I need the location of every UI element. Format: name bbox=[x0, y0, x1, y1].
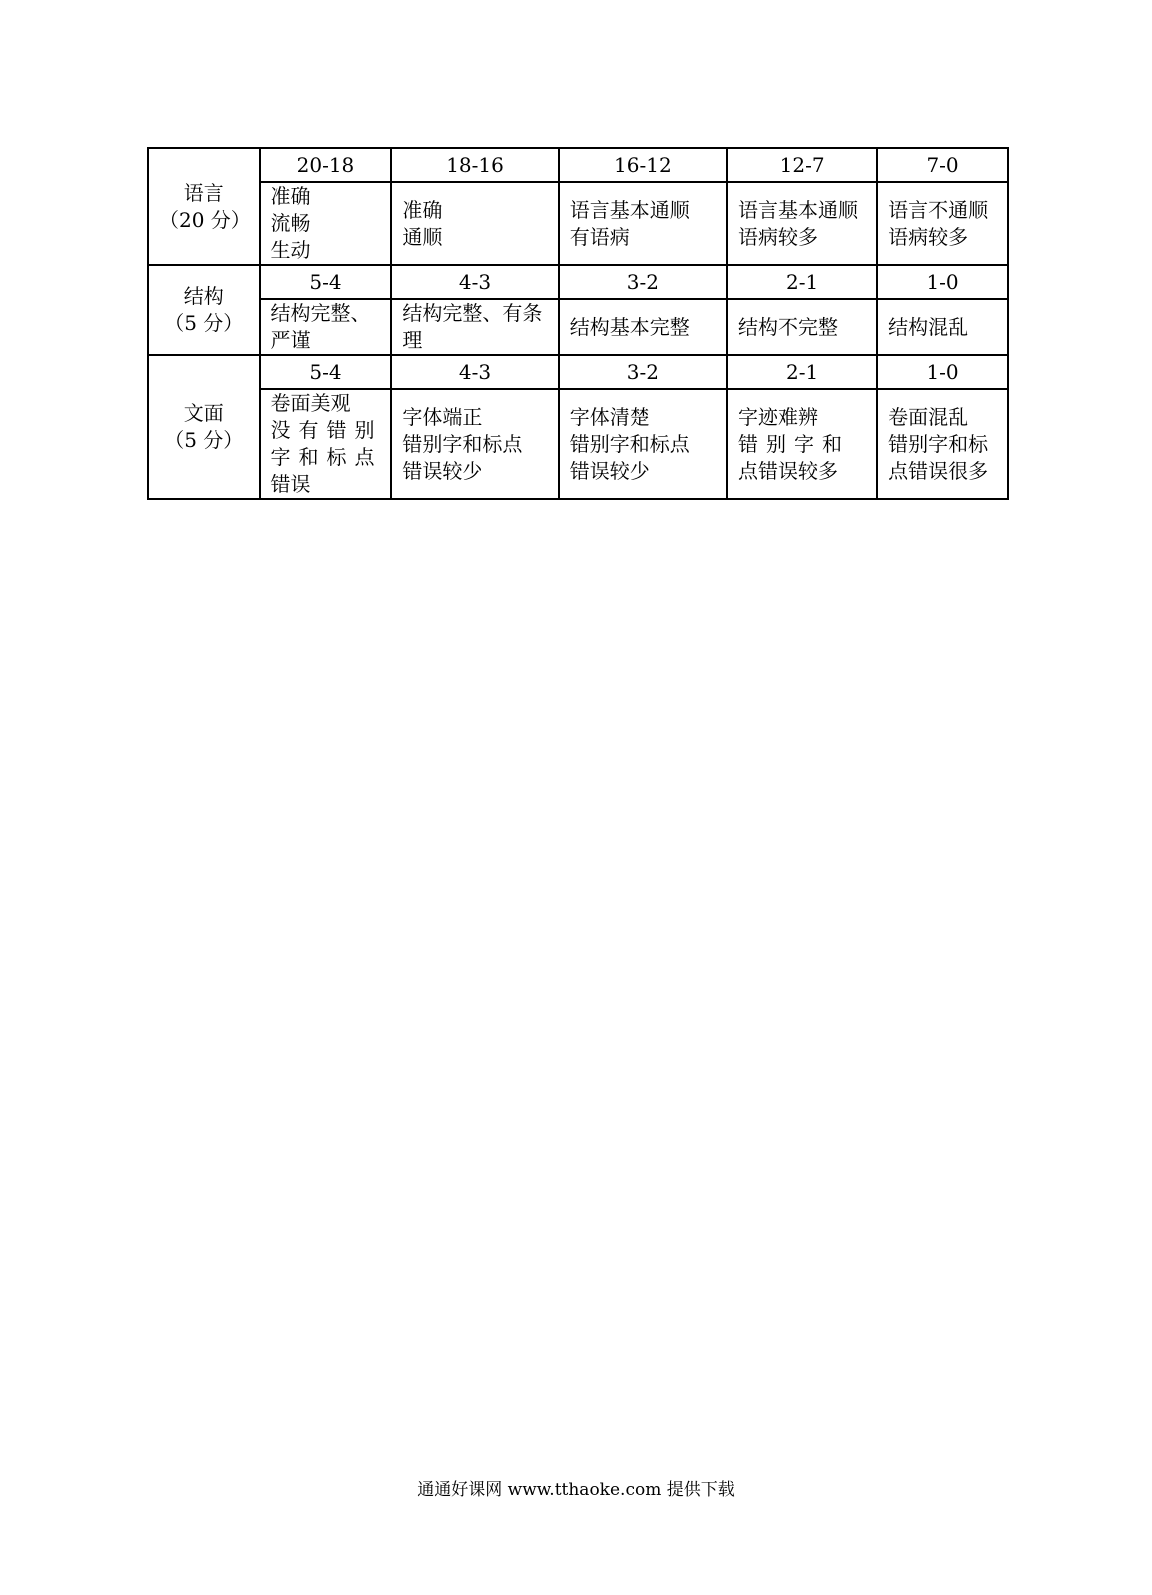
criteria-line: 点错误较多 bbox=[738, 458, 839, 483]
criteria-line: 准确 bbox=[402, 197, 443, 222]
criteria-line: 错别字和标点 bbox=[569, 431, 690, 456]
score-range: 12-7 bbox=[727, 148, 877, 182]
criteria-cell bbox=[727, 182, 877, 265]
score-range: 2-1 bbox=[727, 265, 877, 299]
section-row-presentation-scores bbox=[148, 355, 1008, 389]
criteria-line: 结构混乱 bbox=[888, 314, 969, 339]
section-row-presentation-descriptions bbox=[148, 389, 1008, 499]
criteria-line: 错误 bbox=[270, 472, 311, 496]
criteria-line: 语言不通顺 bbox=[888, 197, 989, 222]
criteria-line: 语病较多 bbox=[888, 224, 969, 249]
criteria-cell bbox=[260, 182, 392, 265]
criteria-cell bbox=[877, 389, 1008, 499]
criteria-cell bbox=[260, 389, 392, 499]
criteria-line: 卷面美观 bbox=[270, 391, 351, 415]
score-range: 3-2 bbox=[559, 355, 727, 389]
criteria-line: 错别字和标点 bbox=[402, 431, 523, 456]
score-range: 1-0 bbox=[877, 355, 1008, 389]
category-cell-language bbox=[148, 148, 260, 265]
criteria-line: 卷面混乱 bbox=[888, 404, 969, 429]
score-range: 4-3 bbox=[391, 355, 558, 389]
criteria-line: 语言基本通顺 bbox=[738, 197, 859, 222]
criteria-line: 严谨 bbox=[270, 328, 311, 352]
criteria-cell bbox=[727, 299, 877, 355]
criteria-line: 理 bbox=[402, 328, 423, 352]
section-row-structure-descriptions bbox=[148, 299, 1008, 355]
criteria-cell bbox=[391, 299, 558, 355]
score-range: 5-4 bbox=[260, 355, 392, 389]
score-range: 2-1 bbox=[727, 355, 877, 389]
criteria-line: 有语病 bbox=[569, 224, 630, 249]
criteria-cell bbox=[391, 182, 558, 265]
criteria-line: 结构完整、 bbox=[270, 301, 371, 325]
criteria-line: 错误较少 bbox=[569, 458, 650, 483]
criteria-line: 流畅 bbox=[270, 211, 311, 235]
category-name: 结构 bbox=[183, 284, 224, 308]
criteria-cell bbox=[727, 389, 877, 499]
score-range: 16-12 bbox=[559, 148, 727, 182]
criteria-line: 字和标点 bbox=[270, 445, 383, 469]
criteria-cell bbox=[559, 299, 727, 355]
score-range: 3-2 bbox=[559, 265, 727, 299]
category-name: 语言 bbox=[183, 180, 224, 205]
criteria-line: 字体清楚 bbox=[569, 404, 650, 429]
category-points: （5 分） bbox=[164, 428, 244, 452]
criteria-line: 通顺 bbox=[402, 224, 443, 249]
criteria-cell bbox=[877, 182, 1008, 265]
score-range: 20-18 bbox=[260, 148, 392, 182]
criteria-line: 错别字和 bbox=[738, 431, 851, 456]
criteria-line: 错误较少 bbox=[402, 458, 483, 483]
criteria-line: 结构不完整 bbox=[738, 314, 839, 339]
category-cell-presentation bbox=[148, 355, 260, 499]
section-row-structure-scores bbox=[148, 265, 1008, 299]
category-name: 文面 bbox=[183, 401, 224, 425]
section-row-language-scores bbox=[148, 148, 1008, 182]
criteria-cell bbox=[559, 389, 727, 499]
criteria-cell bbox=[260, 299, 392, 355]
scoring-rubric-table bbox=[147, 147, 1009, 500]
score-range: 7-0 bbox=[877, 148, 1008, 182]
criteria-line: 语病较多 bbox=[738, 224, 819, 249]
criteria-line: 字体端正 bbox=[402, 404, 483, 429]
criteria-line: 准确 bbox=[270, 184, 311, 208]
section-row-language-descriptions bbox=[148, 182, 1008, 265]
criteria-line: 错别字和标 bbox=[888, 431, 989, 456]
criteria-line: 语言基本通顺 bbox=[569, 197, 690, 222]
criteria-line: 点错误很多 bbox=[888, 458, 989, 483]
score-range: 18-16 bbox=[391, 148, 558, 182]
criteria-cell bbox=[877, 299, 1008, 355]
criteria-line: 结构基本完整 bbox=[569, 314, 690, 339]
category-points: （20 分） bbox=[159, 207, 251, 232]
category-points: （5 分） bbox=[164, 311, 244, 335]
page-footer: 通通好课网 www.tthaoke.com 提供下载 bbox=[417, 1480, 735, 1500]
score-range: 5-4 bbox=[260, 265, 392, 299]
criteria-line: 结构完整、有条 bbox=[402, 301, 543, 325]
criteria-line: 没有错别 bbox=[270, 418, 383, 442]
score-range: 1-0 bbox=[877, 265, 1008, 299]
score-range: 4-3 bbox=[391, 265, 558, 299]
criteria-line: 字迹难辨 bbox=[738, 404, 819, 429]
criteria-line: 生动 bbox=[270, 238, 311, 262]
criteria-cell bbox=[559, 182, 727, 265]
criteria-cell bbox=[391, 389, 558, 499]
category-cell-structure bbox=[148, 265, 260, 355]
